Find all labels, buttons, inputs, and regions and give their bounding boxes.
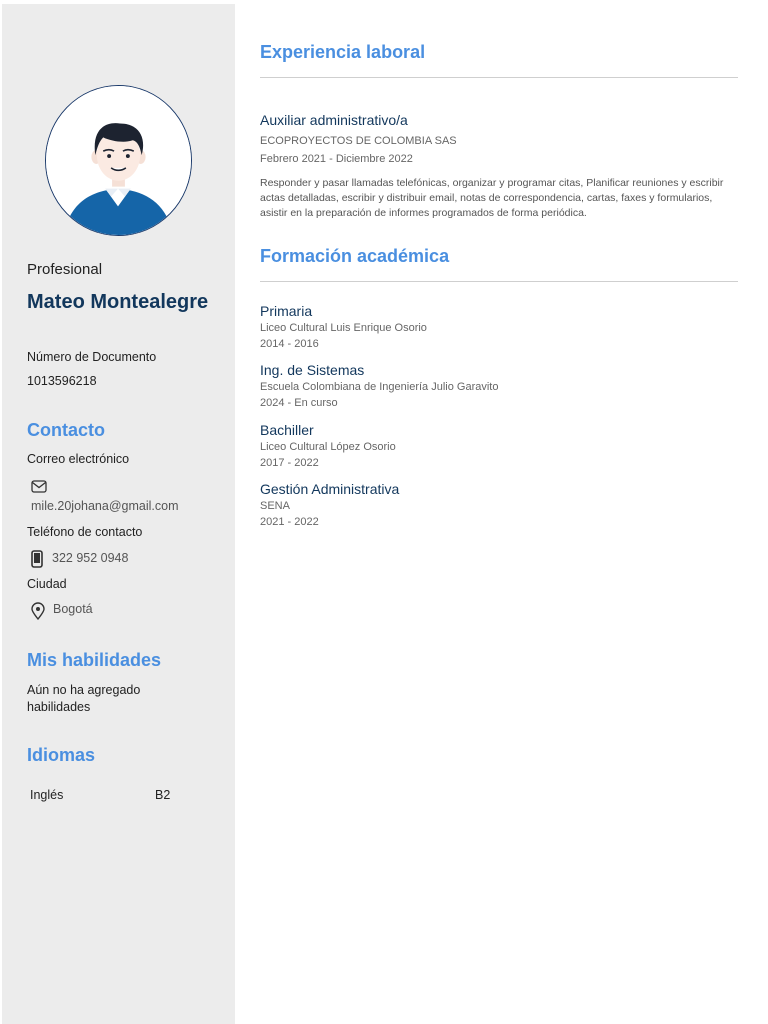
experience-divider [260,77,738,78]
education-title: Ing. de Sistemas [260,362,365,378]
skills-empty-text: Aún no ha agregado habilidades [27,683,141,714]
skills-heading: Mis habilidades [27,650,162,670]
education-dates: 2017 - 2022 [260,457,319,469]
phone-label: Teléfono de contacto [27,525,143,539]
person-name: Mateo Montealegre [27,291,209,313]
profession: Profesional [27,261,103,278]
person-avatar-icon [46,86,191,235]
education-dates: 2024 - En curso [260,397,338,409]
job-dates: Febrero 2021 - Diciembre 2022 [260,153,413,165]
city-value: Bogotá [53,602,93,616]
email-value[interactable]: mile.20johana@gmail.com [31,499,179,513]
education-institution: Escuela Colombiana de Ingeniería Julio Garavito [260,381,499,393]
avatar [45,85,192,236]
education-dates: 2014 - 2016 [260,338,319,350]
education-item [260,421,396,471]
education-item [260,361,498,411]
job-title: Auxiliar administrativo/a [260,112,408,128]
education-dates: 2021 - 2022 [260,516,319,528]
location-pin-icon [31,602,45,620]
education-divider [260,281,738,282]
education-item [260,480,399,530]
document-label: Número de Documento [27,350,157,364]
education-institution: Liceo Cultural Luis Enrique Osorio [260,322,427,334]
education-title: Bachiller [260,422,314,438]
education-title: Gestión Administrativa [260,481,400,497]
document-number: 1013596218 [27,374,97,388]
experience-heading: Experiencia laboral [260,42,426,62]
phone-icon [31,550,43,568]
education-institution: Liceo Cultural López Osorio [260,441,396,453]
email-label: Correo electrónico [27,452,130,466]
city-label: Ciudad [27,577,67,591]
education-item [260,302,427,352]
job-description: Responder y pasar llamadas telefónicas, organizar y programar citas, Planificar reuniones y escribir actas detalladas, escribir y distribuir email, notas de correspondencia, cartas, faxes y formularios, asistir en la preparación de informes programados de forma periódica. [260,177,724,219]
education-heading: Formación académica [260,246,450,266]
language-name: Inglés [30,788,64,802]
languages-heading: Idiomas [27,745,96,765]
job-company: ECOPROYECTOS DE COLOMBIA SAS [260,135,457,147]
phone-value[interactable]: 322 952 0948 [52,551,129,565]
language-level: B2 [155,788,171,802]
mail-icon [31,480,47,493]
education-title: Primaria [260,303,313,319]
education-institution: SENA [260,500,290,512]
contact-heading: Contacto [27,420,105,440]
